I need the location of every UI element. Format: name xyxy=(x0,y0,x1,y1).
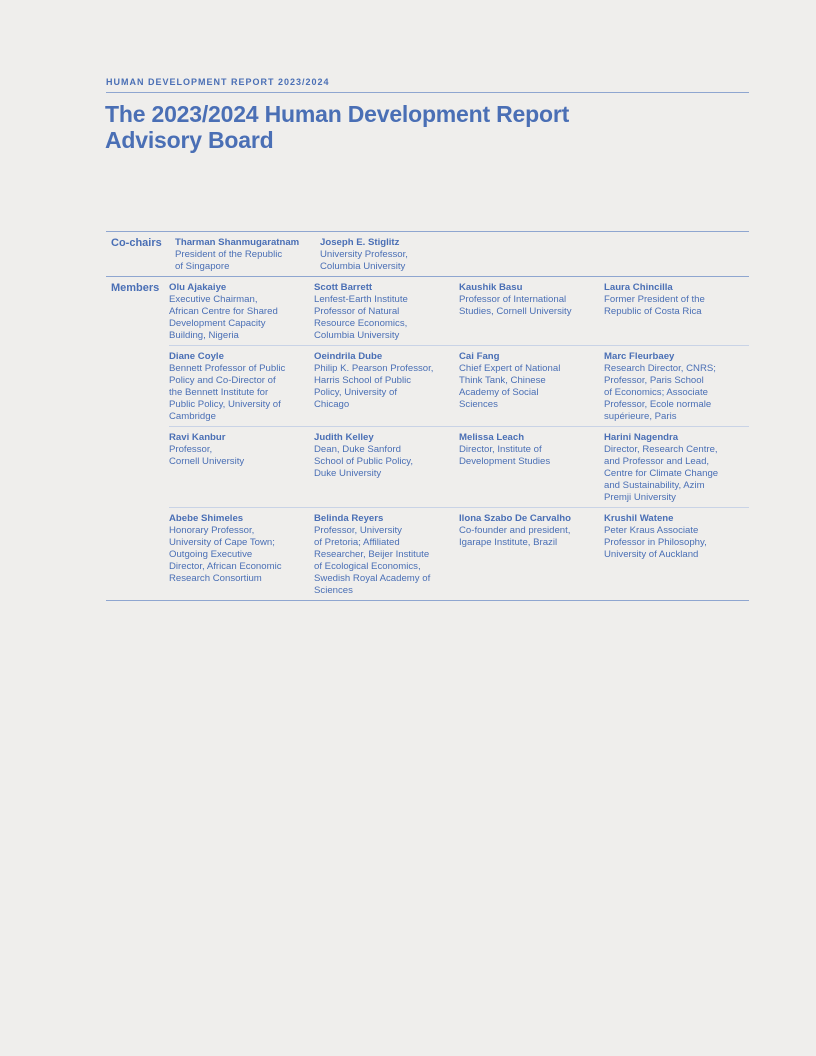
member-affiliation: Professor, University of Pretoria; Affiliated Researcher, Beijer Institute of Ecological Economics, Swedish Royal Academy of Sciences xyxy=(314,525,431,596)
cochairs-section xyxy=(106,232,749,277)
board-member-entry xyxy=(604,282,749,342)
board-member-entry xyxy=(459,282,604,342)
member-name: Melissa Leach xyxy=(459,432,525,443)
board-row xyxy=(169,507,749,600)
member-affiliation: Professor of International Studies, Cornell University xyxy=(459,294,572,317)
member-affiliation: Honorary Professor, University of Cape Town; Outgoing Executive Director, African Economic Research Consortium xyxy=(169,525,282,584)
member-affiliation: Professor, Cornell University xyxy=(169,444,245,467)
member-name: Ravi Kanbur xyxy=(169,432,226,443)
page-title xyxy=(105,101,705,153)
board-member-entry xyxy=(314,513,459,597)
member-name: Belinda Reyers xyxy=(314,513,384,524)
member-affiliation: Peter Kraus Associate Professor in Philosophy, University of Auckland xyxy=(604,525,707,560)
board-member-entry xyxy=(604,351,749,423)
board-row xyxy=(175,232,749,276)
board-member-entry xyxy=(314,351,459,423)
board-row xyxy=(169,345,749,426)
member-affiliation: Director, Research Centre, and Professor and Lead, Centre for Climate Change and Sustainability, Azim Premji University xyxy=(604,444,719,503)
member-affiliation: Lenfest-Earth Institute Professor of Natural Resource Economics, Columbia University xyxy=(314,294,408,341)
board-member-entry xyxy=(169,351,314,423)
member-name: Diane Coyle xyxy=(169,351,224,362)
board-member-entry xyxy=(175,237,320,273)
member-name: Joseph E. Stiglitz xyxy=(320,237,400,248)
member-name: Kaushik Basu xyxy=(459,282,523,293)
member-affiliation: Philip K. Pearson Professor, Harris School of Public Policy, University of Chicago xyxy=(314,363,434,410)
board-member-entry xyxy=(320,237,465,273)
member-affiliation: Executive Chairman, African Centre for Shared Development Capacity Building, Nigeria xyxy=(169,294,278,341)
member-name: Harini Nagendra xyxy=(604,432,679,443)
member-name: Krushil Watene xyxy=(604,513,674,524)
cochairs-label: Co-chairs xyxy=(111,237,162,249)
member-name: Marc Fleurbaey xyxy=(604,351,675,362)
member-affiliation: Chief Expert of National Think Tank, Chinese Academy of Social Sciences xyxy=(459,363,561,410)
member-name: Cai Fang xyxy=(459,351,500,362)
board-member-entry xyxy=(314,282,459,342)
advisory-board-table xyxy=(106,231,749,601)
board-member-entry xyxy=(459,432,604,504)
board-member-entry xyxy=(604,513,749,597)
board-member-entry xyxy=(459,513,604,597)
header-divider xyxy=(106,92,749,93)
board-member-entry xyxy=(314,432,459,504)
member-affiliation: Bennett Professor of Public Policy and Co-Director of the Bennett Institute for Public Policy, University of Cambridge xyxy=(169,363,286,422)
member-name: Ilona Szabo De Carvalho xyxy=(459,513,571,524)
member-affiliation: President of the Republic of Singapore xyxy=(175,249,283,272)
members-list xyxy=(169,277,749,600)
board-member-entry xyxy=(459,351,604,423)
running-head: HUMAN DEVELOPMENT REPORT 2023/2024 xyxy=(106,77,330,87)
member-name: Judith Kelley xyxy=(314,432,374,443)
member-affiliation: Co-founder and president, Igarape Institute, Brazil xyxy=(459,525,571,548)
member-name: Oeindrila Dube xyxy=(314,351,383,362)
member-affiliation: University Professor, Columbia University xyxy=(320,249,408,272)
board-member-entry xyxy=(604,432,749,504)
cochairs-list xyxy=(175,232,749,276)
board-member-entry xyxy=(169,513,314,597)
board-row xyxy=(169,277,749,345)
member-affiliation: Research Director, CNRS; Professor, Paris School of Economics; Associate Professor, Ecole normale supérieure, Paris xyxy=(604,363,716,422)
member-name: Laura Chincilla xyxy=(604,282,673,293)
member-affiliation: Former President of the Republic of Costa Rica xyxy=(604,294,705,317)
page-title-line-1: The 2023/2024 Human Development Report xyxy=(105,101,570,127)
member-affiliation: Director, Institute of Development Studies xyxy=(459,444,551,467)
board-row xyxy=(169,426,749,507)
board-member-entry xyxy=(169,282,314,342)
members-label: Members xyxy=(111,282,160,294)
members-section xyxy=(106,277,749,601)
member-name: Olu Ajakaiye xyxy=(169,282,227,293)
member-affiliation: Dean, Duke Sanford School of Public Policy, Duke University xyxy=(314,444,414,479)
member-name: Abebe Shimeles xyxy=(169,513,244,524)
member-name: Tharman Shanmugaratnam xyxy=(175,237,300,248)
page-title-line-2: Advisory Board xyxy=(105,127,274,153)
member-name: Scott Barrett xyxy=(314,282,373,293)
board-member-entry xyxy=(169,432,314,504)
